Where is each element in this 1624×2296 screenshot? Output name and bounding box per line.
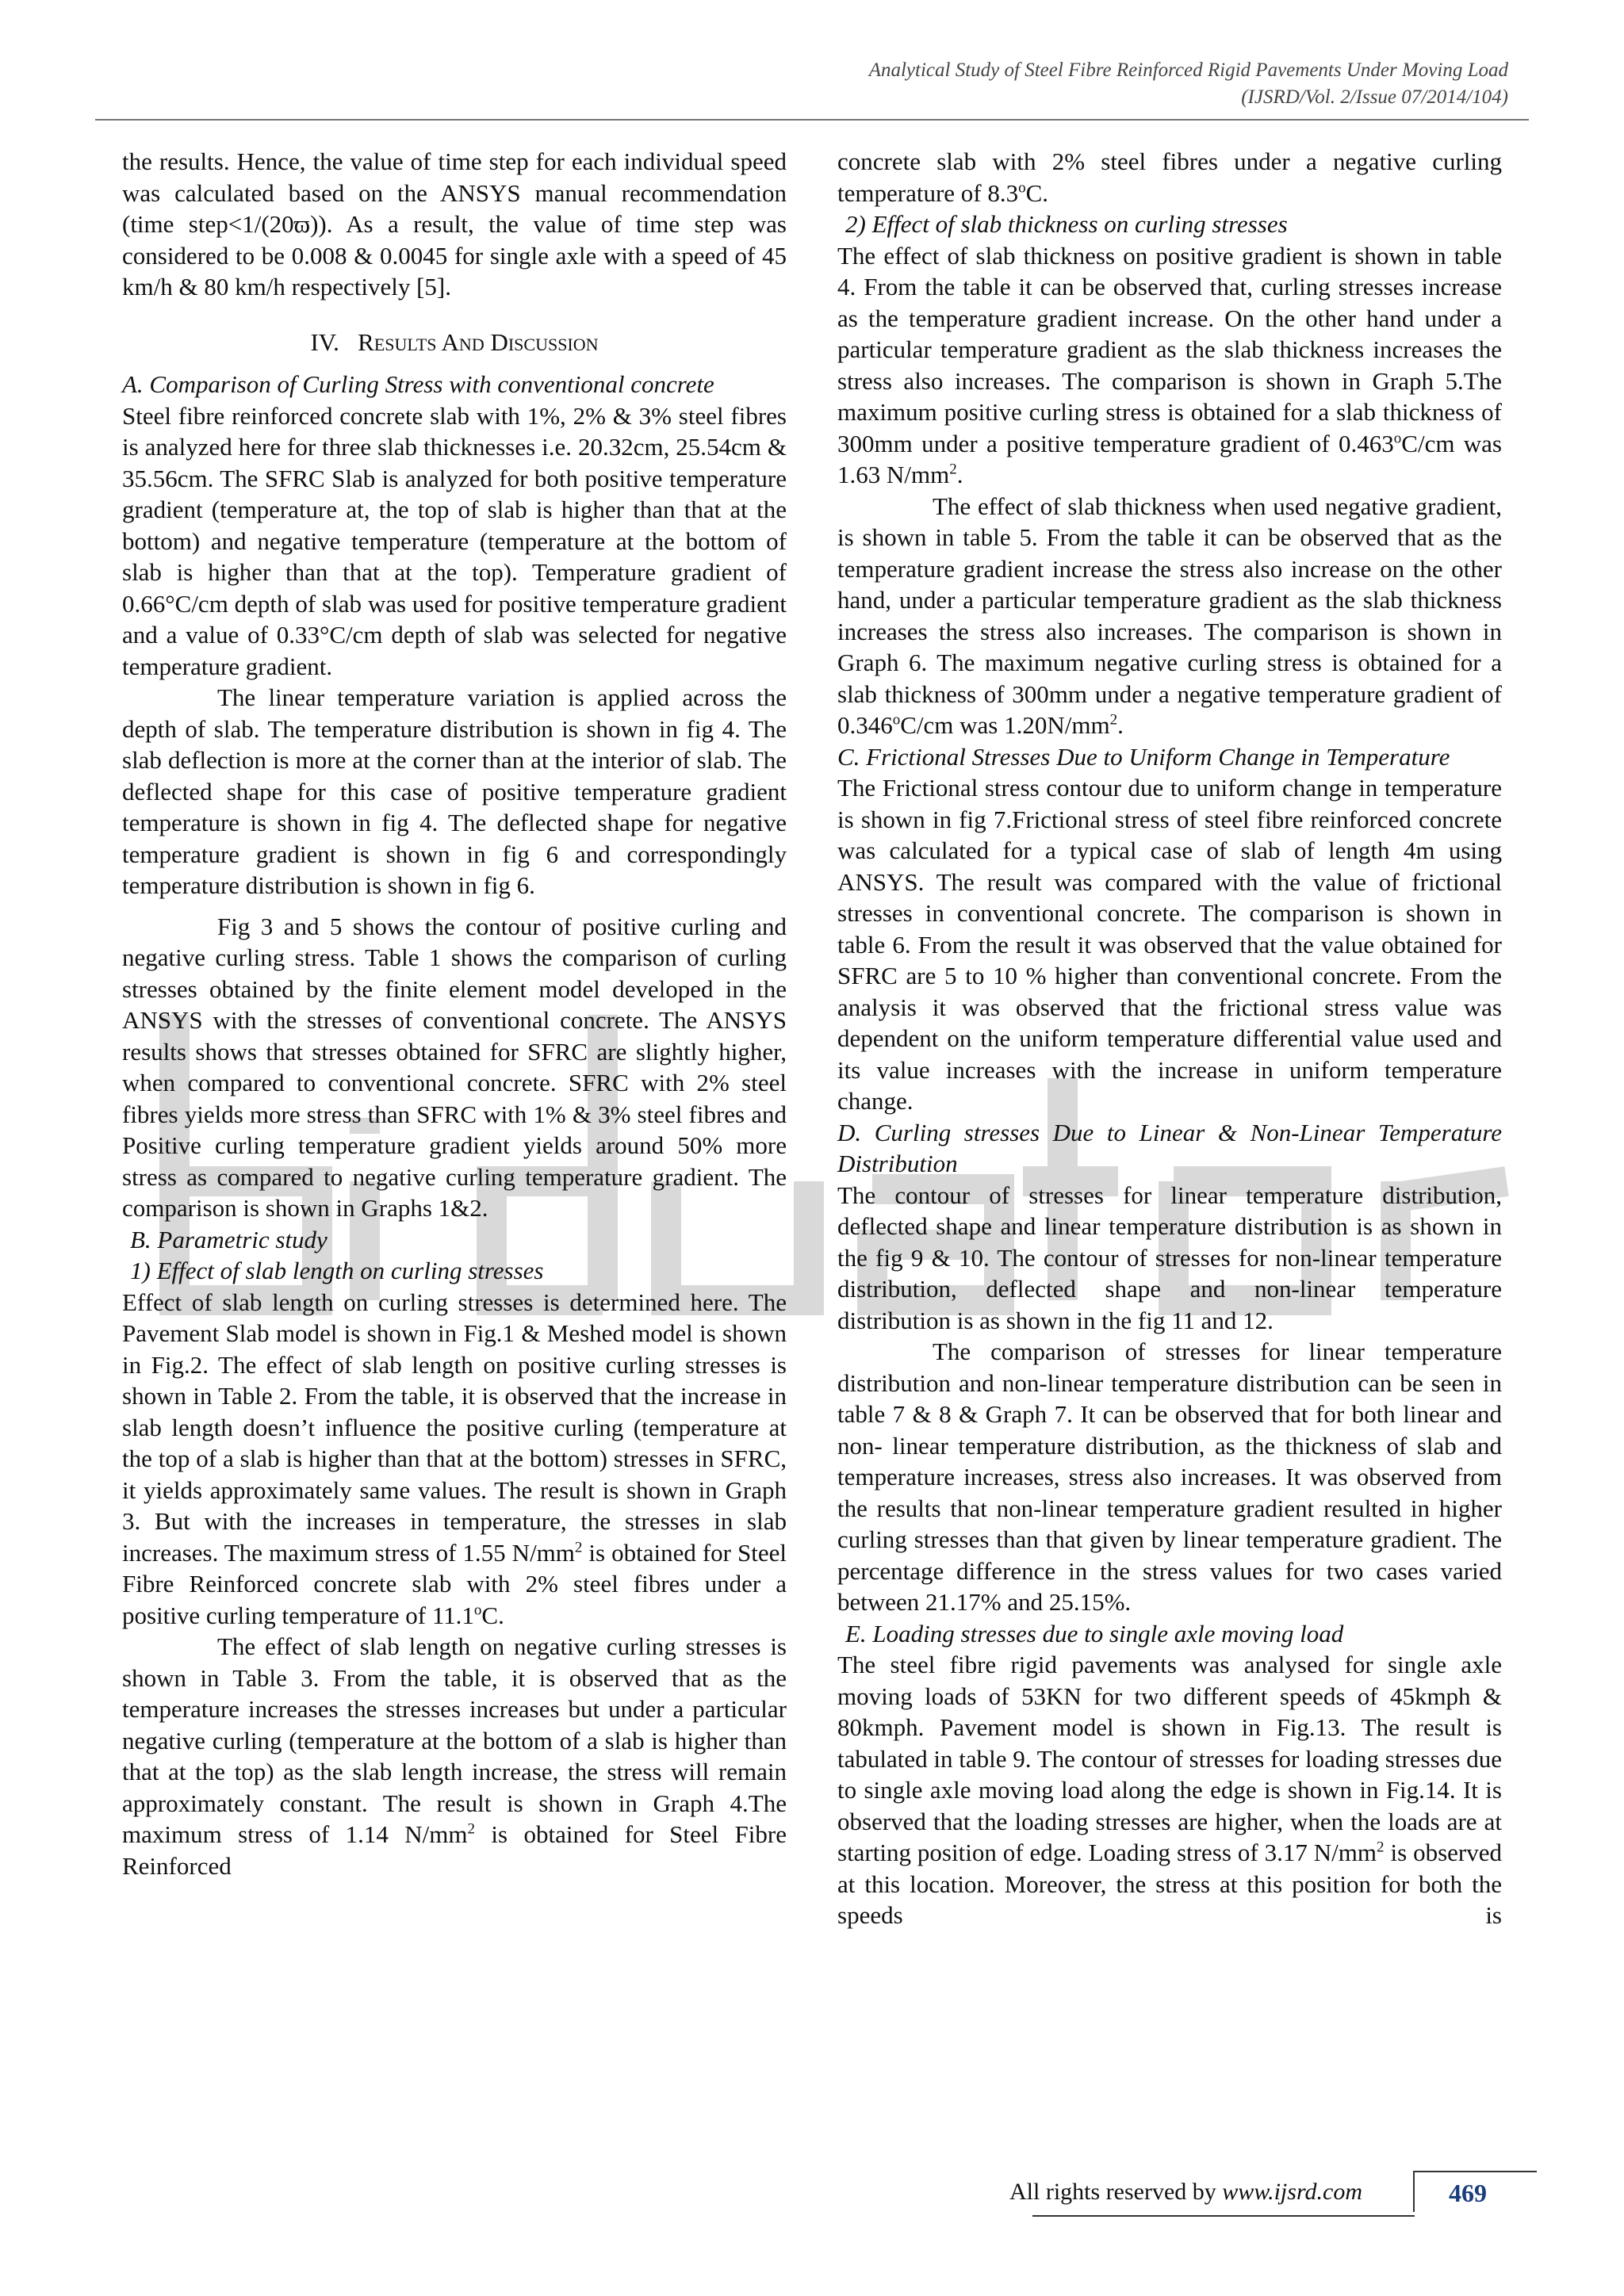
footer-website: www.ijsrd.com xyxy=(1222,2179,1362,2205)
subsection-e-heading: E. Loading stresses due to single axle moving load xyxy=(845,1619,1344,1647)
omega-symbol: ϖ xyxy=(293,210,311,238)
paragraph-continued: concrete slab with 2% steel fibres under a negative curling temperature of 8.3$^o$C. xyxy=(837,147,1502,207)
subsection-b-heading: B. Parametric study xyxy=(130,1225,327,1253)
paragraph-c1: The Frictional stress contour due to uniform change in temperature is shown in fig 7.Frictional stress of steel fibre reinforced concrete was calculated for a typical case of slab of length 4m using ANSYS. The result was compared with the value of frictional stresses in conventional concrete. The comparison is shown in table 6. From the result it was observed that the value obtained for SFRC are 5 to 10 % higher than conventional concrete. From the analysis it was observed that the frictional stress value was dependent on the uniform temperature differential value used and its value increases with the increase in uniform temperature change. xyxy=(837,774,1502,1115)
paragraph-e1: The steel fibre rigid pavements was analysed for single axle moving loads of 53KN for two different speeds of 45kmph & 80kmph. Pavement model is shown in Fig.13. The result is tabulated in table 9. The contour of stresses for loading stresses due to single axle moving load along the edge is shown in Fig.14. It is observed that the loading stresses are higher, when the loads are at starting position of edge. Loading stress of 3.17 $N/mm^2$ is observed at this location. Moreover, the stress at this position for both the speeds is xyxy=(837,1651,1502,1929)
journal-info: (IJSRD/Vol. 2/Issue 07/2014/104) xyxy=(1241,86,1508,108)
subsection-a-heading: A. Comparison of Curling Stress with conventional concrete xyxy=(122,370,714,398)
paragraph-a1: Steel fibre reinforced concrete slab with 1%, 2% & 3% steel fibres is analyzed here for three slab thicknesses i.e. 20.32cm, 25.54cm & 35.56cm. The SFRC Slab is analyzed for both positive temperature gradient (temperature at, the top of slab is higher than that at the bottom) and negative temperature (temperature at the bottom of slab is higher than that at the top). Temperature gradient of 0.66°C/cm depth of slab was used for positive temperature gradient and a value of 0.33°C/cm depth of slab was selected for negative temperature gradient. xyxy=(122,401,787,680)
paragraph-2a: The effect of slab thickness on positive gradient is shown in table 4. From the table it can be observed that, curling stresses increase as the temperature gradient increase. On the other hand under a particular temperature gradient as the slab thickness increases the stress also increases. The comparison is shown in Graph 5.The maximum positive curling stress is obtained for a slab thickness of 300mm under a positive temperature gradient of 0.463$^o$C/cm was 1.63 $N/mm^2$. xyxy=(837,241,1502,488)
page-number: 469 xyxy=(1413,2171,1537,2212)
right-column xyxy=(837,146,1502,1931)
paragraph-d1: The contour of stresses for linear temperature distribution, deflected shape and linear temperature distribution is as shown in the fig 9 & 10. The contour of stresses for non-linear temperature distribution, deflected shape and non-linear temperature distribution is as shown in the fig 11 and 12. xyxy=(837,1181,1502,1334)
header-divider xyxy=(95,119,1529,121)
paragraph-time-step: the results. Hence, the value of time step for each individual speed was calculated based on the ANSYS manual recommendation (time step<1/(20ϖ)). As a result, the value of time step was considered to be 0.008 & 0.0045 for single axle with a speed of 45 km/h & 80 km/h respectively [5]. xyxy=(122,147,787,300)
footer-text: All rights reserved by xyxy=(1009,2179,1223,2205)
subsubsection-1-heading: 1) Effect of slab length on curling stresses xyxy=(130,1257,544,1284)
paragraph-a3: Fig 3 and 5 shows the contour of positive curling and negative curling stress. Table 1 shows the comparison of curling stresses obtained by the finite element model developed in the ANSYS with the stresses of conventional concrete. The ANSYS results shows that stresses obtained for SFRC are slightly higher, when compared to conventional concrete. SFRC with 2% steel fibres yields more stress than SFRC with 1% & 3% steel fibres and Positive curling temperature gradient yields around 50% more stress as compared to negative curling temperature gradient. The comparison is shown in Graphs 1&2. xyxy=(122,912,787,1222)
subsection-d-heading: D. Curling stresses Due to Linear & Non-Linear Temperature Distribution xyxy=(837,1118,1502,1177)
running-header xyxy=(869,57,1508,111)
footer-divider xyxy=(1032,2215,1415,2217)
paragraph-b1: Effect of slab length on curling stresses is determined here. The Pavement Slab model is shown in Fig.1 & Meshed model is shown in Fig.2. The effect of slab length on positive curling stresses is shown in Table 2. From the table, it is observed that the increase in slab length doesn’t influence the positive curling (temperature at the top of a slab is higher than that at the bottom) stresses in SFRC, it yields approximately same values. The result is shown in Graph 3. But with the increases in temperature, the stresses in slab increases. The maximum stress of 1.55 $N/mm^2$ is obtained for Steel Fibre Reinforced concrete slab with 2% steel fibres under a positive curling temperature of 11.1$^o$C. xyxy=(122,1288,787,1629)
subsubsection-2-heading: 2) Effect of slab thickness on curling stresses xyxy=(845,210,1288,238)
paragraph-b2: The effect of slab length on negative curling stresses is shown in Table 3. From the table, it is observed that as the temperature increases the stresses increases but under a particular negative curling (temperature at the bottom of a slab is higher than that at the top) as the slab length increase, the stress will remain approximately constant. The result is shown in Graph 4.The maximum stress of 1.14 $N/mm^2$ is obtained for Steel Fibre Reinforced xyxy=(122,1632,787,1880)
subsection-c-heading: C. Frictional Stresses Due to Uniform Change in Temperature xyxy=(837,742,1450,771)
paragraph-d2: The comparison of stresses for linear temperature distribution and non-linear temperature distribution can be seen in table 7 & 8 & Graph 7. It can be observed that for both linear and non- linear temperature distribution, as the thickness of slab and temperature increases, stress also increases. It was observed from the results that non-linear temperature gradient resulted in higher curling stresses than that given by linear temperature gradient. The percentage difference in the stress values for two cases varied between 21.17% and 25.15%. xyxy=(837,1337,1502,1616)
section-heading: IV. Results And Discussion xyxy=(310,327,599,356)
left-column xyxy=(122,146,787,1881)
paragraph-a2: The linear temperature variation is applied across the depth of slab. The temperature distribution is shown in fig 4. The slab deflection is more at the corner than at the interior of slab. The deflected shape for this case of positive temperature gradient temperature is shown in fig 4. The deflected shape for negative temperature gradient is shown in fig 6 and correspondingly temperature distribution is shown in fig 6. xyxy=(122,683,787,899)
footer xyxy=(1009,2179,1362,2206)
paper-title-header: Analytical Study of Steel Fibre Reinforced Rigid Pavements Under Moving Load xyxy=(868,59,1508,81)
paragraph-2b: The effect of slab thickness when used negative gradient, is shown in table 5. From the table it can be observed that as the temperature gradient increase the stress also increase on the other hand, under a particular temperature gradient as the slab thickness increases the stress also increases. The comparison is shown in Graph 6. The maximum negative curling stress is obtained for a slab thickness of 300mm under a negative temperature gradient of 0.346$^o$C/cm was $1.20N/mm^2$. xyxy=(837,492,1502,739)
